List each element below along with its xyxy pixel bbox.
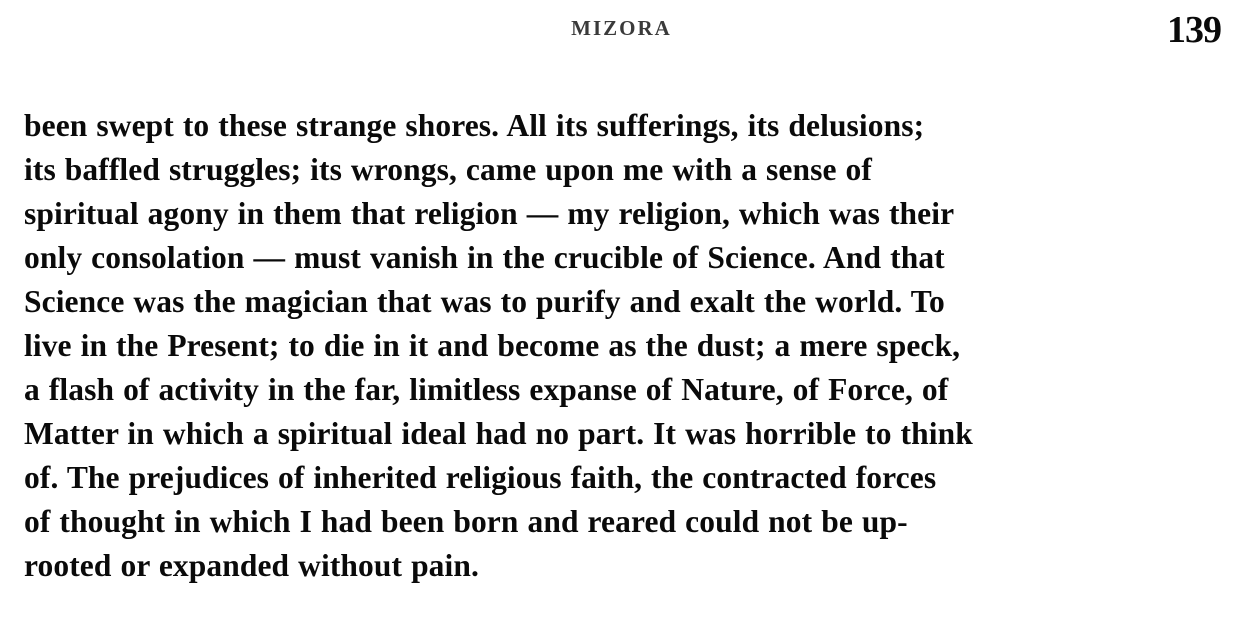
page-header xyxy=(0,0,1243,62)
text-line: of thought in which I had been born and reared could not be up- xyxy=(24,504,908,539)
text-line: its baffled struggles; its wrongs, came upon me with a sense of xyxy=(24,152,872,187)
page-number: 139 xyxy=(1167,9,1221,51)
text-line: live in the Present; to die in it and become as the dust; a mere speck, xyxy=(24,328,961,363)
body-paragraph xyxy=(24,104,1223,588)
text-line: been swept to these strange shores. All its sufferings, its delusions; xyxy=(24,108,925,143)
running-head-title: MIZORA xyxy=(571,16,672,40)
text-line: Matter in which a spiritual ideal had no part. It was horrible to think xyxy=(24,416,973,451)
page-body-text xyxy=(24,104,1223,588)
text-line: rooted or expanded without pain. xyxy=(24,548,479,583)
text-line: Science was the magician that was to purify and exalt the world. To xyxy=(24,284,945,319)
text-line: spiritual agony in them that religion — my religion, which was their xyxy=(24,196,955,231)
text-line: of. The prejudices of inherited religious faith, the contracted forces xyxy=(24,460,937,495)
text-line: only consolation — must vanish in the crucible of Science. And that xyxy=(24,240,945,275)
text-line: a flash of activity in the far, limitless expanse of Nature, of Force, of xyxy=(24,372,949,407)
